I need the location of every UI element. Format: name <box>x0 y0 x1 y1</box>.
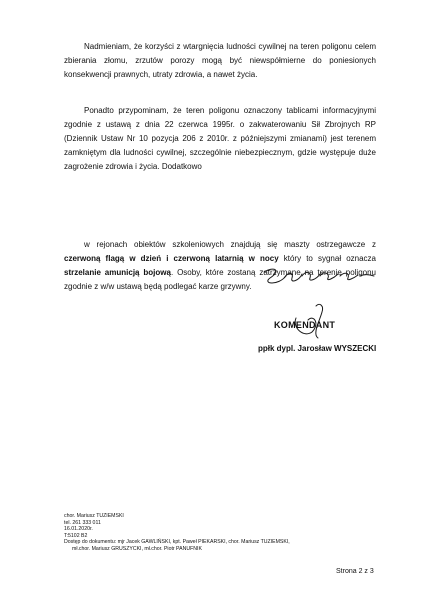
footer-date: 16.01.2020r. <box>64 526 93 533</box>
masts-text-end: . Osoby, które zostaną zatrzymane na terenie poligonu zgodnie z w/w ustawą będą podlegać karze grzywny. <box>64 268 376 291</box>
masts-text-mid: który to sygnał oznacza <box>278 254 376 263</box>
footer-distribution: Dostęp do dokumentu: mjr Jacek GAWLIŃSKI, kpt. Paweł PIEKARSKI, chor. Mariusz TUZIEMSKI, <box>64 539 290 546</box>
masts-text-start: w rejonach obiektów szkoleniowych znajdują się maszty ostrzegawcze z <box>84 240 376 249</box>
signatory-name: ppłk dypl. Jarosław WYSZECKI <box>258 344 377 353</box>
masts-flag-text: czerwoną flagą w dzień i czerwoną latarnią w nocy <box>64 254 279 263</box>
paragraph-warning: Nadmieniam, że korzyści z wtargnięcia ludności cywilnej na teren poligonu celem zbierania złomu, zrzutów porozy mogą być niewspółmierne do poniesionych konsekwencji prawnych, utraty zdrowia, a nawet życia. <box>64 42 376 79</box>
footer-code: T:5102 B2 <box>64 532 88 539</box>
footer-phone: tel. 261 333 011 <box>64 519 101 526</box>
handwritten-signature <box>252 262 384 342</box>
page-number: Strona 2 z 3 <box>336 568 374 575</box>
footer-author: chor. Mariusz TUZIEMSKI <box>64 513 124 519</box>
document-footer <box>64 513 404 553</box>
paragraph-regulation: Ponadto przypominam, że teren poligonu oznaczony tablicami informacyjnymi zgodnie z ustawą z dnia 22 czerwca 1995r. o zakwaterowaniu Sił Zbrojnych RP (Dziennik Ustaw Nr 10 pozycja 206 z 2010r. z późniejszymi zmianami) jest terenem zamkniętym dla ludności cywilnej, szczególnie niebezpiecznym, gdzie występuje duże zagrożenie zdrowia i życia. Dodatkowo <box>64 106 376 171</box>
footer-distribution-continued: mł.chor. Mariusz GRUSZYCKI, mł.chor. Piotr PANUFNIK <box>72 545 202 552</box>
signatory-title: KOMENDANT <box>274 320 336 330</box>
live-fire-text: strzelanie amunicją bojową <box>64 268 171 277</box>
